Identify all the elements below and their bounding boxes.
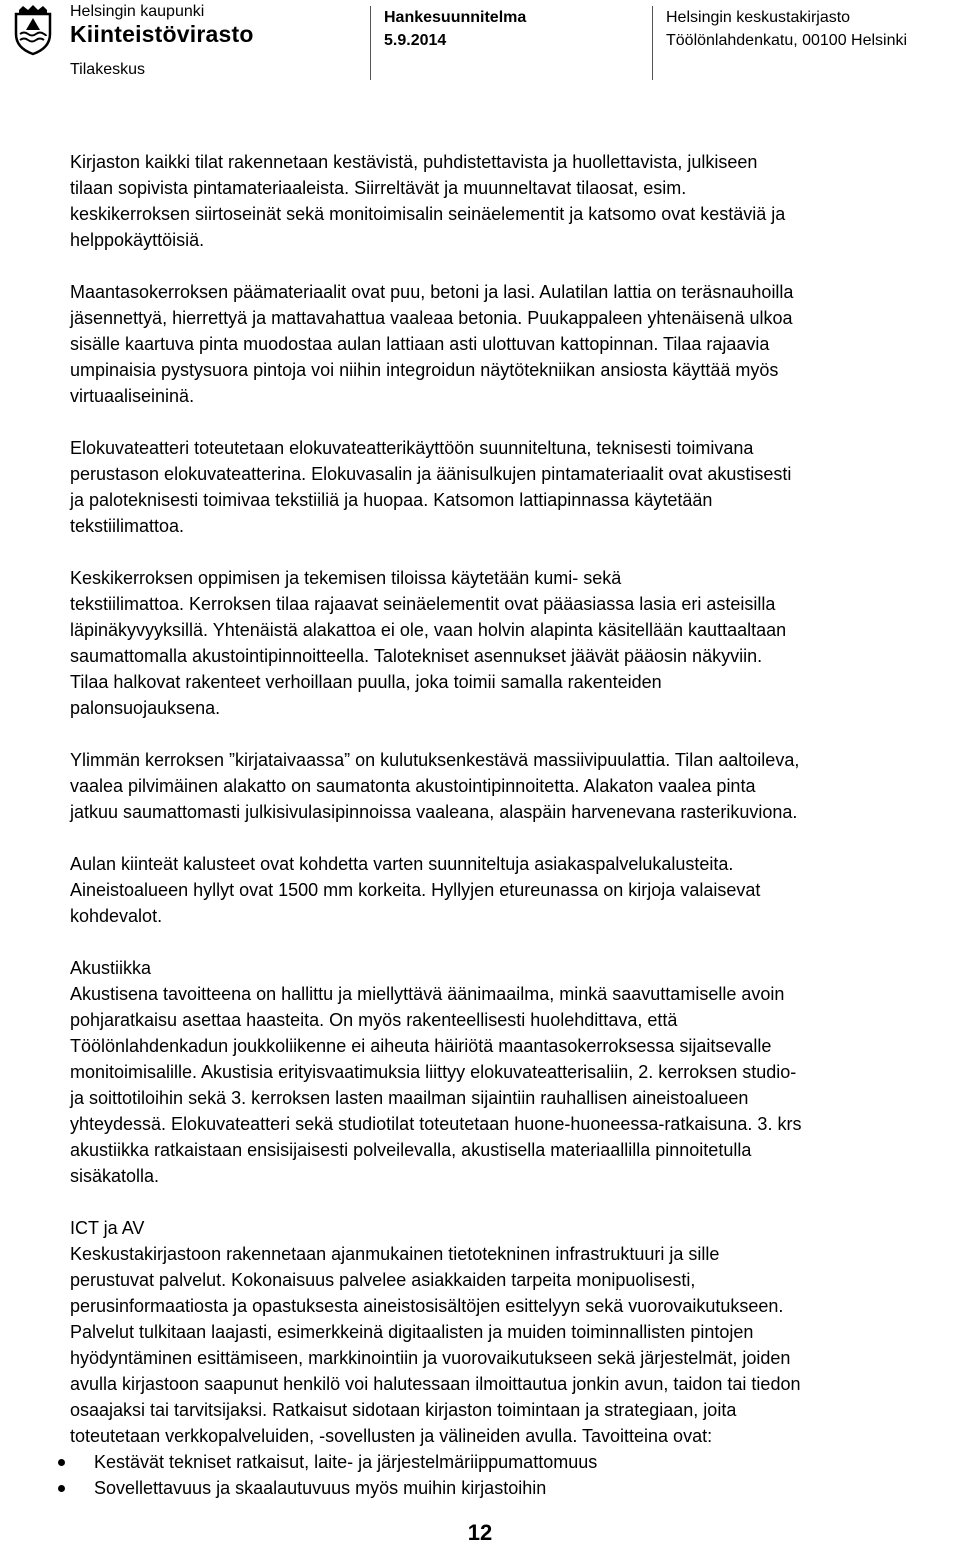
organization-block [70, 3, 360, 47]
text-line: saumattomalla akustointipinnoitteella. Talotekniset asennukset jäävät pääosin näkyviin. [70, 646, 763, 666]
project-info [666, 6, 956, 52]
text-line: palonsuojauksena. [70, 698, 221, 718]
text-line: virtuaaliseininä. [70, 386, 195, 406]
text-line: vaalea pilvimäinen alakatto on saumatonta akustointipinnoitetta. Alakaton vaalea pinta [70, 776, 756, 796]
list-item [70, 1475, 958, 1501]
text-line: jäsennettyä, hierrettyä ja mattavahattua vaaleaa betonia. Puukappaleen yhtenäisenä ulkoa [70, 308, 793, 328]
text-line: yhteydessä. Elokuvateatteri sekä studiotilat toteutetaan huone-huoneessa-ratkaisuna. 3. krs [70, 1114, 802, 1134]
page-number: 12 [467, 1520, 493, 1545]
document-title: Hankesuunnitelma [384, 9, 527, 26]
section-ict-av [70, 1215, 958, 1449]
bullet-icon [58, 1459, 65, 1466]
paragraph-furniture [70, 851, 958, 929]
text-line: läpinäkyvyyksillä. Yhtenäistä alakattoa ei ole, vaan holvin alapinta käsitellään kauttaaltaan [70, 620, 787, 640]
paragraph-ground-floor [70, 279, 958, 409]
section-heading: Akustiikka [70, 958, 152, 978]
text-line: Aineistoalueen hyllyt ovat 1500 mm korkeita. Hyllyjen etureunassa on kirjoja valaisevat [70, 880, 761, 900]
text-line: ja paloteknisesti toimivaa tekstiiliä ja huopaa. Katsomon lattiapinnassa käytetään [70, 490, 713, 510]
section-heading: ICT ja AV [70, 1218, 145, 1238]
text-line: tekstiilimattoa. Kerroksen tilaa rajaavat seinäelementit ovat pääasiassa lasia eri asteisilla [70, 594, 776, 614]
text-line: Tilaa halkovat rakenteet verhoillaan puulla, joka toimii samalla rakenteiden [70, 672, 662, 692]
project-name: Helsingin keskustakirjasto [666, 9, 851, 26]
paragraph-top-floor [70, 747, 958, 825]
organization-unit: Tilakeskus [70, 61, 145, 78]
text-line: helppokäyttöisiä. [70, 230, 205, 250]
text-line: sisäkatolla. [70, 1166, 160, 1186]
text-line: tilaan sopivista pintamateriaaleista. Siirreltävät ja muunneltavat tilaosat, esim. [70, 178, 687, 198]
text-line: Keskustakirjastoon rakennetaan ajanmukainen tietotekninen infrastruktuuri ja sille [70, 1244, 720, 1264]
text-line: avulla kirjastoon saapunut henkilö voi halutessaan ilmoittautua jonkin avun, taidon tai tiedon [70, 1374, 801, 1394]
organization-name: Kiinteistövirasto [70, 21, 254, 47]
paragraph-cinema [70, 435, 958, 539]
document-info [384, 6, 644, 52]
document-body [70, 149, 958, 1501]
helsinki-crest-icon [6, 4, 60, 56]
paragraph-materials [70, 149, 958, 253]
text-line: Maantasokerroksen päämateriaalit ovat puu, betoni ja lasi. Aulatilan lattia on teräsnauhoilla [70, 282, 794, 302]
bullet-icon [58, 1485, 65, 1492]
text-line: perustason elokuvateatterina. Elokuvasalin ja äänisulkujen pintamateriaalit ovat akustisesti [70, 464, 792, 484]
text-line: umpinaisia pystysuora pintoja voi niihin integroidun näytötekniikan ansiosta käyttää myös [70, 360, 779, 380]
text-line: Elokuvateatteri toteutetaan elokuvateatterikäyttöön suunniteltuna, teknisesti toimivana [70, 438, 754, 458]
text-line: Aulan kiinteät kalusteet ovat kohdetta varten suunniteltuja asiakaspalvelukalusteita. [70, 854, 734, 874]
section-acoustics [70, 955, 958, 1189]
text-line: pohjaratkaisu asettaa haasteita. On myös rakenteellisesti huolehdittava, että [70, 1010, 678, 1030]
text-line: osaajaksi tai tarvitsijaksi. Ratkaisut sidotaan kirjaston toimintaan ja strategiaan, joita [70, 1400, 737, 1420]
text-line: sisälle kaartuva pinta muodostaa aulan lattiaan asti ulottuvan kattopinnan. Tilaa rajaavia [70, 334, 770, 354]
text-line: kohdevalot. [70, 906, 163, 926]
text-line: Kirjaston kaikki tilat rakennetaan kestävistä, puhdistettavista ja huollettavista, julkiseen [70, 152, 758, 172]
text-line: hyödyntäminen esittämiseen, markkinointiin ja vuorovaikutukseen sekä järjestelmät, joiden [70, 1348, 791, 1368]
text-line: perustuvat palvelut. Kokonaisuus palvelee asiakkaiden tarpeita monipuolisesti, [70, 1270, 696, 1290]
page-header [0, 0, 960, 84]
list-item-text: Sovellettavuus ja skaalautuvuus myös muihin kirjastoihin [94, 1478, 547, 1498]
text-line: Akustisena tavoitteena on hallittu ja miellyttävä äänimaailma, minkä saavuttamiselle avoin [70, 984, 785, 1004]
header-divider [652, 6, 653, 80]
text-line: toteutetaan verkkopalveluiden, -sovellusten ja välineiden avulla. Tavoitteina ovat: [70, 1426, 713, 1446]
document-date: 5.9.2014 [384, 32, 447, 49]
goals-list [70, 1449, 958, 1501]
text-line: perusinformaatiosta ja opastuksesta aineistosisältöjen esittelyyn sekä vuorovaikutukseen. [70, 1296, 784, 1316]
list-item [70, 1449, 958, 1475]
organization-parent: Helsingin kaupunki [70, 3, 205, 20]
text-line: Palvelut tulkitaan laajasti, esimerkkeinä digitaalisten ja muiden toiminnallisten pintojen [70, 1322, 754, 1342]
text-line: Ylimmän kerroksen ”kirjataivaassa” on kulutuksenkestävä massiivipuulattia. Tilan aaltoileva, [70, 750, 800, 770]
project-address: Töölönlahdenkatu, 00100 Helsinki [666, 32, 908, 49]
text-line: ja soittotiloihin sekä 3. kerroksen lasten maailman sijaintiin rauhallisen aineistoalueen [70, 1088, 749, 1108]
text-line: Töölönlahdenkadun joukkoliikenne ei aiheuta häiriötä maantasokerroksessa sijaitsevalle [70, 1036, 772, 1056]
text-line: keskikerroksen siirtoseinät sekä monitoimisalin seinäelementit ja katsomo ovat kestäviä ja [70, 204, 786, 224]
list-item-text: Kestävät tekniset ratkaisut, laite- ja järjestelmäriippumattomuus [94, 1452, 598, 1472]
text-line: Keskikerroksen oppimisen ja tekemisen tiloissa käytetään kumi- sekä [70, 568, 622, 588]
text-line: jatkuu saumattomasti julkisivulasipinnoissa vaaleana, alaspäin harvenevana rasterikuviona. [70, 802, 798, 822]
paragraph-middle-floor [70, 565, 958, 721]
text-line: akustiikka ratkaistaan ensisijaisesti polveilevalla, akustisella materiaallilla pinnoitetulla [70, 1140, 752, 1160]
header-divider [370, 6, 371, 80]
text-line: tekstiilimattoa. [70, 516, 185, 536]
text-line: monitoimisalille. Akustisia erityisvaatimuksia liittyy elokuvateatterisaliin, 2. kerroksen studio- [70, 1062, 797, 1082]
